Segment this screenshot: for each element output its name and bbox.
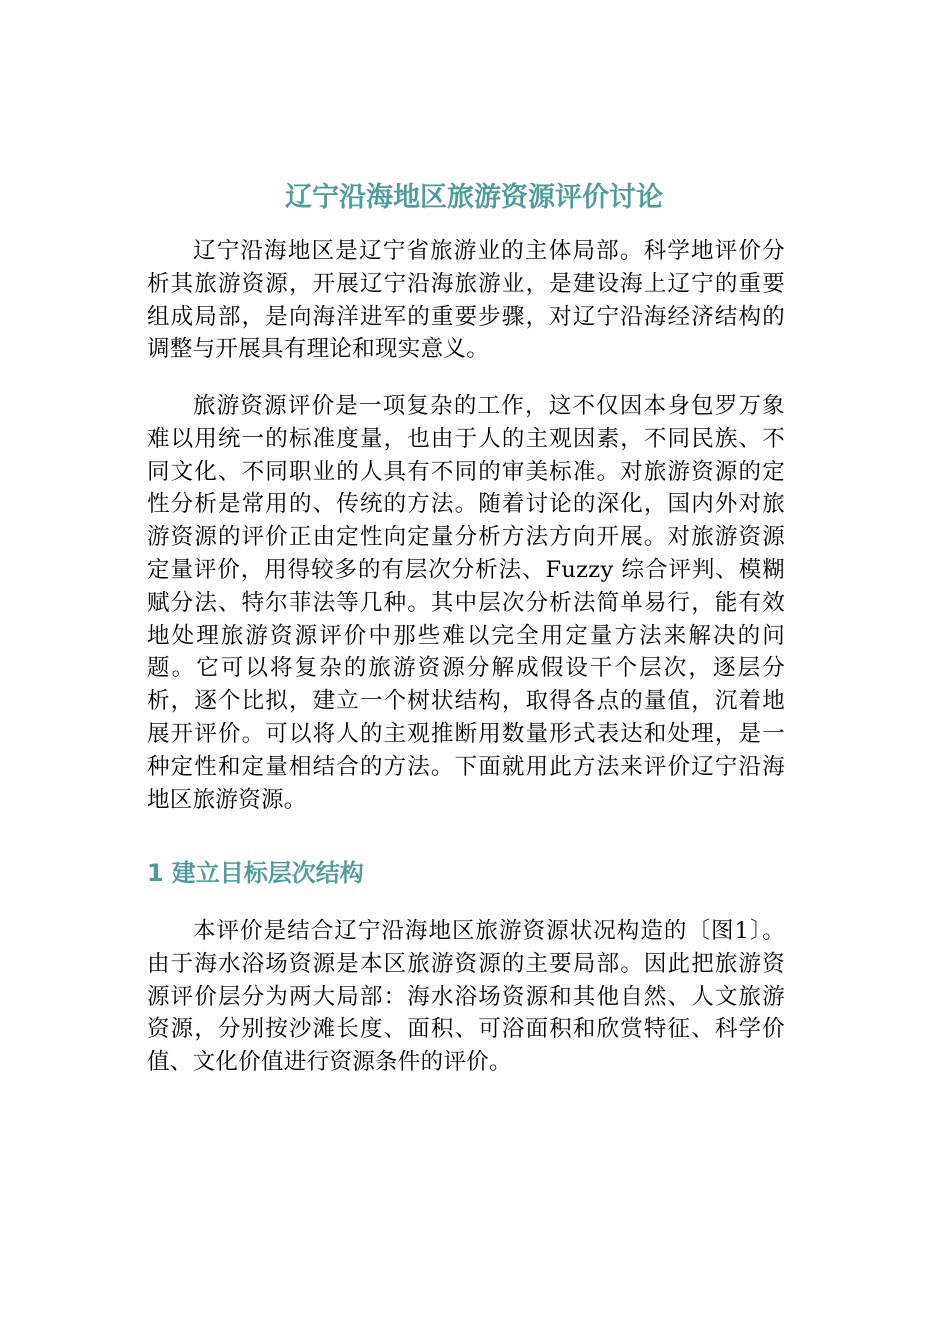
paragraph-evaluation-methods: 旅游资源评价是一项复杂的工作，这不仅因本身包罗万象难以用统一的标准度量，也由于人的主观因素，不同民族、不同文化、不同职业的人具有不同的审美标准。对旅游资源的定性分析是常用的、传统的方法。随着讨论的深化，国内外对旅游资源的评价正由定性向定量分析方法方向开展。对旅游资源定量评价，用得较多的有层次分析法、Fuzzy 综合评判、模糊赋分法、特尔菲法等几种。其中层次分析法简单易行，能有效地处理旅游资源评价中那些难以完全用定量方法来解决的问题。它可以将复杂的旅游资源分解成假设干个层次，逐层分析，逐个比拟，建立一个树状结构，取得各点的量值，沉着地展开评价。可以将人的主观推断用数量形式表达和处理，是一种定性和定量相结合的方法。下面就用此方法来评价辽宁沿海地区旅游资源。 [147,393,785,813]
section-number: 1 [147,859,164,887]
section-heading-text: 建立目标层次结构 [171,858,364,887]
document-title: 辽宁沿海地区旅游资源评价讨论 [285,182,663,213]
section-heading [147,856,364,890]
paragraph-section1: 本评价是结合辽宁沿海地区旅游资源状况构造的〔图1〕。由于海水浴场资源是本区旅游资源的主要局部。因此把旅游资源评价层分为两大局部：海水浴场资源和其他自然、人文旅游资源，分别按沙滩长度、面积、可浴面积和欣赏特征、科学价值、文化价值进行资源条件的评价。 [147,918,785,1076]
paragraph-intro: 辽宁沿海地区是辽宁省旅游业的主体局部。科学地评价分析其旅游资源，开展辽宁沿海旅游业，是建设海上辽宁的重要组成局部，是向海洋进军的重要步骤，对辽宁沿海经济结构的调整与开展具有理论和现实意义。 [147,238,785,363]
